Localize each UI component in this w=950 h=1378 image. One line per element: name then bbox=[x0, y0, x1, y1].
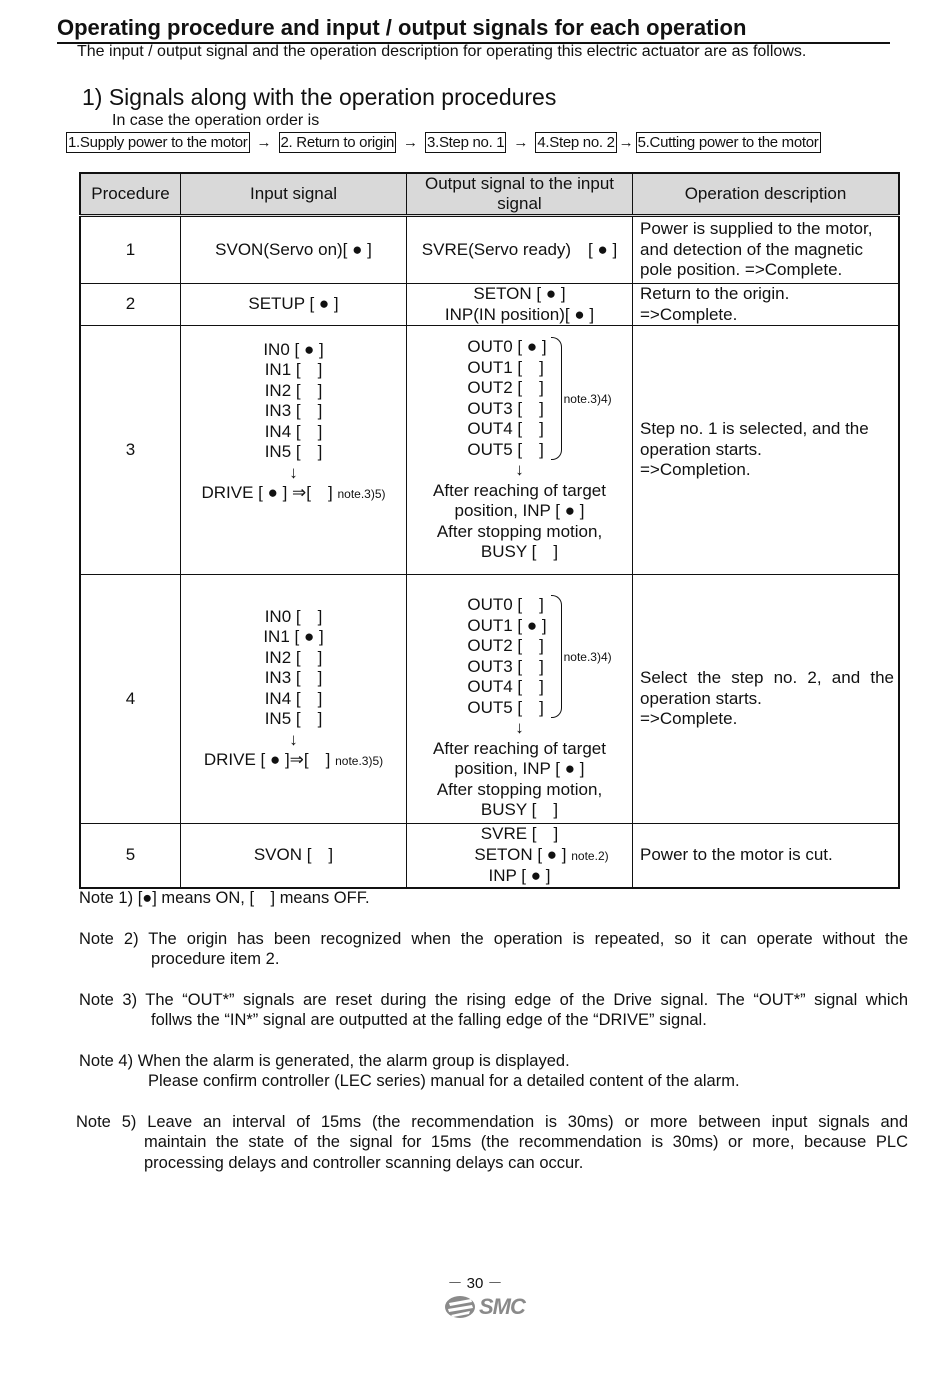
arrow-icon: → bbox=[256, 134, 272, 151]
input-line: IN2 [ ] bbox=[264, 647, 323, 667]
out-signal-list bbox=[467, 337, 546, 460]
order-step: 5.Cutting power to the motor bbox=[637, 134, 819, 151]
signal-table bbox=[79, 172, 900, 889]
note-item bbox=[76, 1112, 908, 1174]
output-cell bbox=[407, 284, 633, 326]
out-signal-list bbox=[467, 595, 546, 718]
after-line: After stopping motion, bbox=[436, 521, 603, 541]
logo-text: SMC bbox=[479, 1294, 525, 1319]
output-line: INP(IN position)[ ● ] bbox=[444, 304, 595, 324]
output-cell bbox=[407, 326, 633, 575]
out-signal-group bbox=[467, 595, 611, 718]
description-line: =>Complete. bbox=[640, 709, 738, 729]
table-header-row bbox=[80, 173, 899, 216]
note-reference: note.3)5) bbox=[335, 754, 384, 768]
order-step: 4.Step no. 2 bbox=[537, 134, 615, 151]
intro-text: The input / output signal and the operation description for operating this electric actuator are as follows. bbox=[77, 43, 807, 60]
note-text: Note 4) When the alarm is generated, the alarm group is displayed. bbox=[79, 1051, 570, 1070]
table-row bbox=[80, 575, 899, 824]
note-item bbox=[79, 888, 908, 909]
note-text: Note 3) The “OUT*” signals are reset during the rising edge of the Drive signal. The “OUT*” signal which bbox=[79, 990, 908, 1009]
note-reference: note.3)4) bbox=[563, 649, 612, 664]
input-cell: SVON(Servo on)[ ● ] bbox=[181, 216, 407, 284]
section-heading: 1) Signals along with the operation procedures bbox=[82, 84, 557, 110]
output-cell: SVRE(Servo ready) [ ● ] bbox=[407, 216, 633, 284]
after-line: BUSY [ ] bbox=[480, 800, 559, 820]
operation-order bbox=[66, 132, 821, 153]
note-text: Note 5) Leave an interval of 15ms (the recommendation is 30ms) or more between input signals and bbox=[76, 1112, 908, 1131]
input-line: IN1 [ ● ] bbox=[263, 627, 324, 646]
page-number: － 30 － bbox=[447, 1275, 503, 1292]
drive-line bbox=[185, 750, 402, 772]
description-cell bbox=[633, 575, 900, 824]
header-input: Input signal bbox=[181, 173, 407, 216]
note-text: Note 2) The origin has been recognized when the operation is repeated, so it can operate without the bbox=[79, 929, 908, 948]
input-line: IN4 [ ] bbox=[264, 688, 323, 708]
description-line: =>Completion. bbox=[640, 460, 751, 480]
note-item bbox=[79, 990, 908, 1031]
note-text: Note 1) [●] means ON, [ ] means OFF. bbox=[79, 889, 370, 907]
procedure-cell: 5 bbox=[80, 824, 181, 888]
brace-icon bbox=[551, 595, 562, 718]
after-line: After reaching of target bbox=[433, 480, 606, 500]
out-line: OUT5 [ ] bbox=[467, 697, 544, 717]
output-line: INP [ ● ] bbox=[488, 866, 551, 885]
table-row bbox=[80, 284, 899, 326]
input-cell bbox=[181, 326, 407, 575]
down-arrow-icon: ↓ bbox=[289, 462, 298, 482]
procedure-cell: 3 bbox=[80, 326, 181, 575]
drive-line bbox=[185, 483, 402, 505]
output-cell bbox=[407, 824, 633, 888]
brace-icon bbox=[551, 337, 562, 460]
order-step: 2. Return to origin bbox=[280, 134, 395, 151]
after-line: BUSY [ ] bbox=[480, 542, 559, 562]
description-line: Step no. 1 is selected, and the bbox=[640, 419, 869, 439]
arrow-icon: → bbox=[513, 134, 529, 151]
header-output: Output signal to the input signal bbox=[407, 173, 633, 216]
down-arrow-icon: ↓ bbox=[515, 460, 524, 480]
out-line: OUT2 [ ] bbox=[467, 378, 544, 398]
description-cell bbox=[633, 326, 900, 575]
output-line bbox=[411, 845, 628, 867]
input-line: IN3 [ ] bbox=[264, 668, 323, 687]
order-step: 1.Supply power to the motor bbox=[68, 134, 248, 151]
order-intro: In case the operation order is bbox=[112, 112, 320, 129]
procedure-cell: 2 bbox=[80, 284, 181, 326]
output-cell bbox=[407, 575, 633, 824]
header-description: Operation description bbox=[633, 173, 900, 216]
input-line: IN0 [ ● ] bbox=[263, 339, 324, 359]
notes-section bbox=[76, 888, 908, 1193]
input-line: IN4 [ ] bbox=[264, 421, 323, 441]
output-line: SETON [ ● ] bbox=[473, 284, 566, 303]
out-line: OUT2 [ ] bbox=[467, 636, 544, 656]
smc-logo-icon bbox=[443, 1294, 477, 1320]
description-line: Select the step no. 2, and the bbox=[640, 668, 894, 688]
out-signal-group bbox=[467, 337, 611, 460]
input-line: IN1 [ ] bbox=[264, 360, 323, 379]
note-continuation: procedure item 2. bbox=[151, 950, 280, 968]
out-line: OUT1 [ ● ] bbox=[467, 615, 547, 635]
table-row bbox=[80, 326, 899, 575]
description-line: operation starts. bbox=[640, 688, 762, 708]
page-title: Operating procedure and input / output signals for each operation bbox=[57, 14, 890, 44]
note-continuation: maintain the state of the signal for 15ms (the recommendation is 30ms) or more, because PLC processing delays and controller scanning delays can occur. bbox=[144, 1133, 908, 1172]
description-line: =>Complete. bbox=[640, 304, 738, 324]
order-step: 3.Step no. 1 bbox=[427, 134, 505, 151]
description-line: Return to the origin. bbox=[640, 284, 790, 303]
description-cell: Power is supplied to the motor, and detection of the magnetic pole position. =>Complete. bbox=[633, 216, 900, 284]
down-arrow-icon: ↓ bbox=[289, 729, 298, 749]
table-row bbox=[80, 216, 899, 284]
input-cell: SETUP [ ● ] bbox=[181, 284, 407, 326]
out-line: OUT0 [ ] bbox=[467, 595, 544, 615]
note-reference: note.3)4) bbox=[563, 391, 612, 406]
out-line: OUT4 [ ] bbox=[467, 419, 544, 439]
procedure-cell: 4 bbox=[80, 575, 181, 824]
input-line: IN2 [ ] bbox=[264, 380, 323, 400]
input-line: IN5 [ ] bbox=[264, 709, 323, 728]
out-line: OUT3 [ ] bbox=[467, 398, 544, 418]
description-cell bbox=[633, 284, 900, 326]
note-continuation: Please confirm controller (LEC series) manual for a detailed content of the alarm. bbox=[148, 1072, 740, 1090]
out-line: OUT5 [ ] bbox=[467, 439, 544, 459]
note-reference: note.3)5) bbox=[337, 487, 386, 501]
note-reference: note.2) bbox=[571, 848, 609, 863]
input-line: IN0 [ ] bbox=[264, 606, 323, 626]
after-line: After reaching of target bbox=[433, 738, 606, 758]
after-line: position, INP [ ● ] bbox=[454, 501, 585, 521]
output-line: SVRE [ ] bbox=[480, 824, 559, 843]
description-line: operation starts. bbox=[640, 439, 762, 459]
after-line: After stopping motion, bbox=[436, 779, 603, 799]
smc-logo bbox=[443, 1294, 525, 1320]
output-signal: SETON [ ● ] bbox=[474, 844, 567, 864]
input-line: IN5 [ ] bbox=[264, 442, 323, 461]
description-cell: Power to the motor is cut. bbox=[633, 824, 900, 888]
note-item bbox=[79, 1051, 908, 1092]
out-line: OUT0 [ ● ] bbox=[467, 337, 547, 357]
after-line: position, INP [ ● ] bbox=[454, 759, 585, 779]
out-line: OUT4 [ ] bbox=[467, 677, 544, 697]
drive-signal: DRIVE [ ● ]⇒[ ] bbox=[203, 750, 331, 769]
input-cell: SVON [ ] bbox=[181, 824, 407, 888]
input-line: IN3 [ ] bbox=[264, 401, 323, 420]
header-procedure: Procedure bbox=[80, 173, 181, 216]
note-item bbox=[79, 929, 908, 970]
input-cell bbox=[181, 575, 407, 824]
out-line: OUT3 [ ] bbox=[467, 656, 544, 676]
arrow-icon: → bbox=[403, 134, 419, 151]
procedure-cell: 1 bbox=[80, 216, 181, 284]
drive-signal: DRIVE [ ● ] ⇒[ ] bbox=[201, 483, 333, 502]
down-arrow-icon: ↓ bbox=[515, 718, 524, 738]
note-continuation: follws the “IN*” signal are outputted at the falling edge of the “DRIVE” signal. bbox=[151, 1011, 707, 1029]
arrow-icon: → bbox=[618, 134, 634, 151]
out-line: OUT1 [ ] bbox=[467, 357, 544, 377]
table-row bbox=[80, 824, 899, 888]
